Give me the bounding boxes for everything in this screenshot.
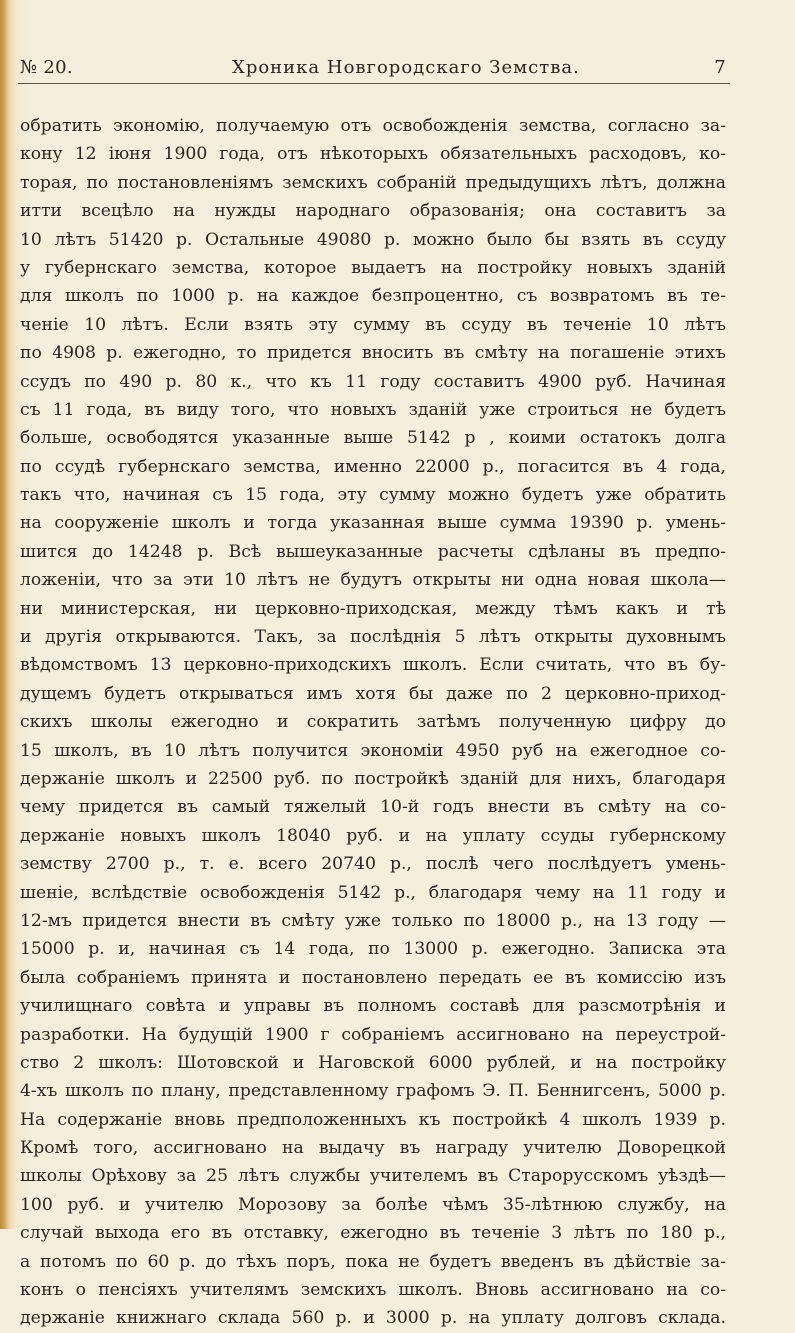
text-line: 4-хъ школъ по плану, представленному графомъ Э. П. Беннигсенъ, 5000 р.: [20, 1081, 726, 1102]
text-line: ни министерская, ни церковно-приходская, между тѣмъ какъ и тѣ: [20, 598, 726, 619]
text-line: а потомъ по 60 р. до тѣхъ поръ, пока не будетъ введенъ въ дѣйствіе за-: [20, 1251, 726, 1272]
text-line: школы Орѣхову за 25 лѣтъ службы учителемъ въ Старорусскомъ уѣздѣ—: [20, 1166, 726, 1187]
text-line: кону 12 іюня 1900 года, отъ нѣкоторыхъ обязательныхъ расходовъ, ко-: [20, 144, 726, 165]
text-line: ложеніи, что за эти 10 лѣтъ не будутъ открыты ни одна новая школа—: [20, 570, 726, 591]
text-line: ссудъ по 490 р. 80 к., что къ 11 году составитъ 4900 руб. Начиная: [20, 371, 726, 392]
text-line: разработки. На будущій 1900 г собраніемъ ассигновано на переустрой-: [20, 1024, 726, 1045]
text-line: по 4908 р. ежегодно, то придется вносить въ смѣту на погашеніе этихъ: [20, 343, 726, 364]
text-line: 12-мъ придется внести въ смѣту уже только по 18000 р., на 13 году —: [20, 910, 726, 931]
text-line: держаніе школъ и 22500 руб. по постройкѣ зданій для нихъ, благодаря: [20, 768, 726, 789]
text-line: земству 2700 р., т. е. всего 20740 р., послѣ чего послѣдуетъ умень-: [20, 854, 726, 875]
text-line: шится до 14248 р. Всѣ вышеуказанные расчеты сдѣланы въ предпо-: [20, 541, 726, 562]
text-line: шеніе, вслѣдствіе освобожденія 5142 р., благодаря чему на 11 году и: [20, 882, 726, 903]
text-line: съ 11 года, въ виду того, что новыхъ зданій уже строиться не будетъ: [20, 399, 726, 420]
text-line: 100 руб. и учителю Морозову за болѣе чѣмъ 35-лѣтнюю службу, на: [20, 1194, 726, 1215]
text-line: случай выхода его въ отставку, ежегодно въ теченіе 3 лѣтъ по 180 р.,: [20, 1223, 726, 1244]
text-line: была собраніемъ принята и постановлено передать ее въ комиссію изъ: [20, 967, 726, 988]
text-line: держаніе новыхъ школъ 18040 руб. и на уплату ссуды губернскому: [20, 825, 726, 846]
text-line: для школъ по 1000 р. на каждое безпроцентно, съ возвратомъ въ те-: [20, 286, 726, 307]
text-line: больше, освободятся указанные выше 5142 р , коими остатокъ долга: [20, 428, 726, 449]
text-line: На содержаніе вновь предположенныхъ къ постройкѣ 4 школъ 1939 р.: [20, 1109, 726, 1130]
text-line: чему придется въ самый тяжелый 10-й годъ внести въ смѣту на со-: [20, 797, 726, 818]
text-line: дущемъ будетъ открываться имъ хотя бы даже по 2 церковно-приход-: [20, 683, 726, 704]
text-line: скихъ школы ежегодно и сократить затѣмъ полученную цифру до: [20, 712, 726, 733]
text-line: Кромѣ того, ассигновано на выдачу въ награду учителю Доворецкой: [20, 1138, 726, 1159]
running-header: [20, 57, 726, 81]
text-line: по ссудѣ губернскаго земства, именно 22000 р., погасится въ 4 года,: [20, 456, 726, 477]
text-line: обратить экономію, получаемую отъ освобожденія земства, согласно за-: [20, 116, 726, 136]
page-number: 7: [714, 57, 726, 78]
text-line: торая, по постановленіямъ земскихъ собраній предыдущихъ лѣтъ, должна: [20, 172, 726, 193]
text-line: на сооруженіе школъ и тогда указанная выше сумма 19390 р. умень-: [20, 513, 726, 534]
text-line: вѣдомствомъ 13 церковно-приходскихъ школъ. Если считать, что въ бу-: [20, 655, 726, 676]
text-line: ченіе 10 лѣтъ. Если взять эту сумму въ ссуду въ теченіе 10 лѣтъ: [20, 314, 726, 335]
header-rule: [18, 83, 730, 84]
text-line: держаніе книжнаго склада 560 р. и 3000 р. на уплату долговъ склада.: [20, 1308, 726, 1329]
text-line: такъ что, начиная съ 15 года, эту сумму можно будетъ уже обратить: [20, 485, 726, 506]
text-line: 10 лѣтъ 51420 р. Остальные 49080 р. можно было бы взять въ ссуду: [20, 229, 726, 250]
text-line: 15 школъ, въ 10 лѣтъ получится экономіи 4950 руб на ежегодное со-: [20, 740, 726, 761]
text-line: и другія открываются. Такъ, за послѣднія 5 лѣтъ открыты духовнымъ: [20, 627, 726, 648]
text-line: 15000 р. и, начиная съ 14 года, по 13000 р. ежегодно. Записка эта: [20, 939, 726, 960]
text-line: итти всецѣло на нужды народнаго образованія; она составитъ за: [20, 201, 726, 222]
text-line: у губернскаго земства, которое выдаетъ на постройку новыхъ зданій: [20, 257, 726, 278]
journal-title: Хроника Новгородскаго Земства.: [232, 57, 580, 78]
text-line: ство 2 школъ: Шотовской и Наговской 6000 рублей, и на постройку: [20, 1052, 726, 1073]
body-text: [20, 112, 726, 1333]
text-line: конъ о пенсіяхъ учителямъ земскихъ школъ. Вновь ассигновано на со-: [20, 1280, 726, 1301]
issue-number: № 20.: [20, 57, 73, 78]
text-line: училищнаго совѣта и управы въ полномъ составѣ для разсмотрѣнія и: [20, 996, 726, 1017]
